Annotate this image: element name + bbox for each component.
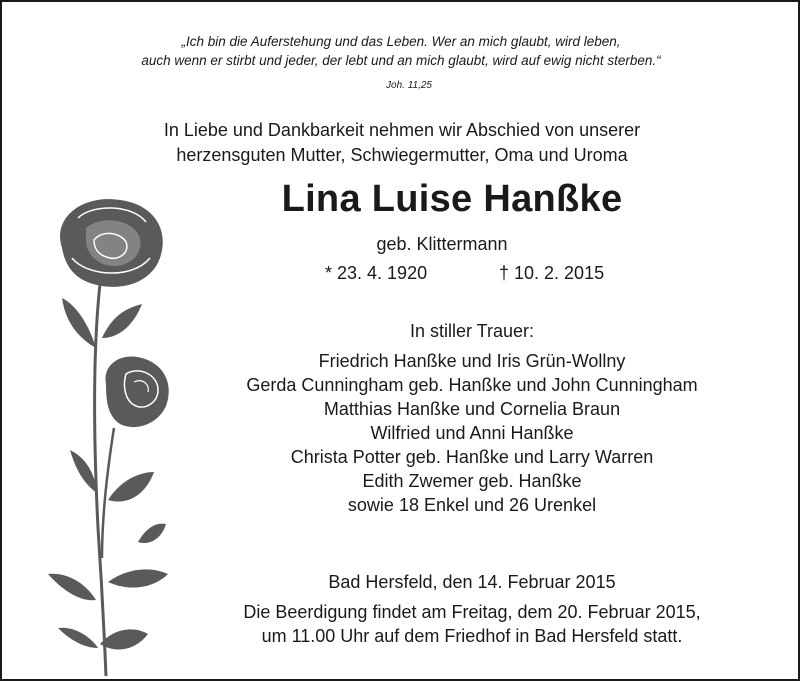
quote-reference: Joh. 11,25 xyxy=(386,80,432,91)
intro-text xyxy=(102,118,702,168)
funeral-line-1: Die Beerdigung findet am Freitag, dem 20. Februar 2015, xyxy=(243,602,701,622)
mourner-line: Matthias Hanßke und Cornelia Braun xyxy=(323,399,621,419)
quote-line-1: „Ich bin die Auferstehung und das Leben. Wer an mich glaubt, wird leben, xyxy=(181,34,621,49)
funeral-notice xyxy=(172,600,772,648)
mourner-line: Friedrich Hanßke und Iris Grün-Wollny xyxy=(318,351,626,371)
intro-line-2: herzensguten Mutter, Schwiegermutter, Oma und Uroma xyxy=(176,145,628,165)
mourner-line: Edith Zwemer geb. Hanßke xyxy=(362,471,582,491)
death-date: † 10. 2. 2015 xyxy=(499,263,605,283)
intro-line-1: In Liebe und Dankbarkeit nehmen wir Abschied von unserer xyxy=(163,120,641,140)
funeral-line-2: um 11.00 Uhr auf dem Friedhof in Bad Hersfeld statt. xyxy=(261,626,683,646)
rose-icon xyxy=(42,188,192,678)
birth-date: * 23. 4. 1920 xyxy=(325,263,428,283)
bible-quote xyxy=(0,32,800,91)
place-and-date: Bad Hersfeld, den 14. Februar 2015 xyxy=(328,572,616,592)
mourners-title: In stiller Trauer: xyxy=(409,321,535,341)
mourners-list xyxy=(172,349,772,517)
quote-line-2: auch wenn er stirbt und jeder, der lebt und an mich glaubt, wird auf ewig nicht sterben.“ xyxy=(141,53,661,68)
mourner-line: Wilfried und Anni Hanßke xyxy=(370,423,574,443)
birth-name: geb. Klittermann xyxy=(376,234,508,254)
mourner-line: Gerda Cunningham geb. Hanßke und John Cunningham xyxy=(246,375,698,395)
mourner-line: Christa Potter geb. Hanßke und Larry Warren xyxy=(290,447,654,467)
mourner-line: sowie 18 Enkel und 26 Urenkel xyxy=(347,495,597,515)
deceased-name: Lina Luise Hanßke xyxy=(281,178,623,220)
